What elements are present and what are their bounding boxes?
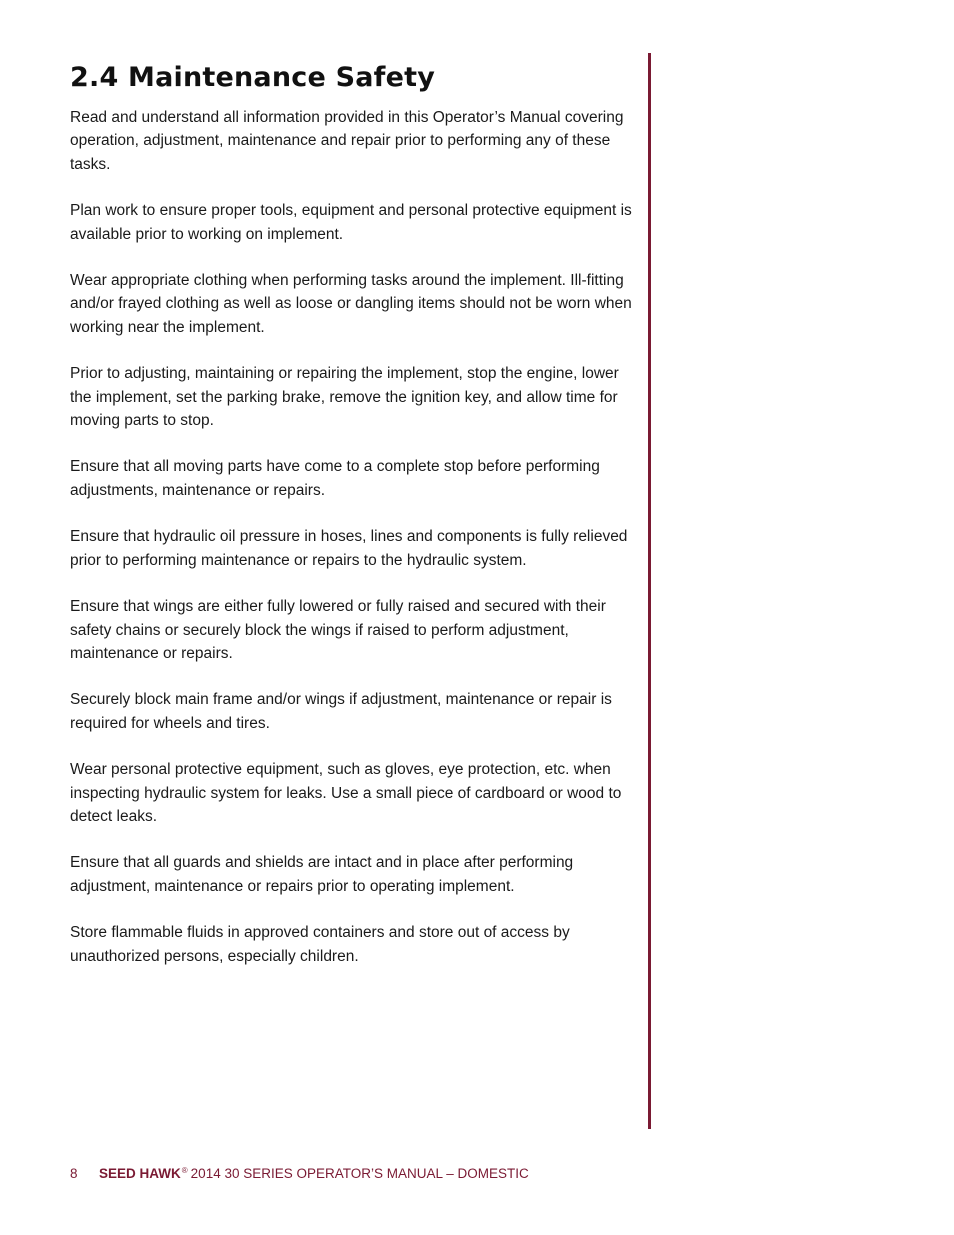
paragraph-clothing: Wear appropriate clothing when performing tasks around the implement. Ill-fitting and/or frayed clothing as well as loose or dangling items should not be worn when working near the implement.: [70, 272, 632, 336]
paragraph-wings: Ensure that wings are either fully lowered or fully raised and secured with their safety chains or securely block the wings if raised to perform adjustment, maintenance or repairs.: [70, 598, 606, 662]
paragraph-ppe-leaks: Wear personal protective equipment, such as gloves, eye protection, etc. when inspecting hydraulic system for leaks. Use a small piece of cardboard or wood to detect leaks.: [70, 761, 622, 825]
section-body: [70, 106, 632, 991]
brand-name: SEED HAWK: [99, 1166, 181, 1181]
page-title: 2.4 Maintenance Safety: [70, 62, 436, 93]
registered-mark: ®: [181, 1166, 188, 1175]
paragraph-flammable-fluids: Store flammable fluids in approved containers and store out of access by unauthorized persons, especially children.: [70, 924, 570, 965]
vertical-divider: [648, 53, 651, 1129]
paragraph-guards-shields: Ensure that all guards and shields are intact and in place after performing adjustment, maintenance or repairs prior to operating implement.: [70, 854, 574, 895]
paragraph-plan-work: Plan work to ensure proper tools, equipment and personal protective equipment is available prior to working on implement.: [70, 202, 632, 243]
paragraph-hydraulic-pressure: Ensure that hydraulic oil pressure in hoses, lines and components is fully relieved prior to performing maintenance or repairs to the hydraulic system.: [70, 528, 628, 569]
page-number: 8: [70, 1166, 78, 1181]
manual-title: 2014 30 SERIES OPERATOR’S MANUAL – DOMESTIC: [190, 1166, 529, 1181]
paragraph-stop-engine: Prior to adjusting, maintaining or repairing the implement, stop the engine, lower the implement, set the parking brake, remove the ignition key, and allow time for moving parts to stop.: [70, 365, 619, 430]
page-footer: [70, 1162, 529, 1183]
paragraph-moving-parts: Ensure that all moving parts have come to a complete stop before performing adjustments, maintenance or repairs.: [70, 458, 600, 499]
paragraph-read-manual: Read and understand all information provided in this Operator’s Manual covering operation, adjustment, maintenance and repair prior to performing any of these tasks.: [70, 109, 624, 173]
paragraph-block-frame: Securely block main frame and/or wings if adjustment, maintenance or repair is required for wheels and tires.: [70, 691, 612, 732]
